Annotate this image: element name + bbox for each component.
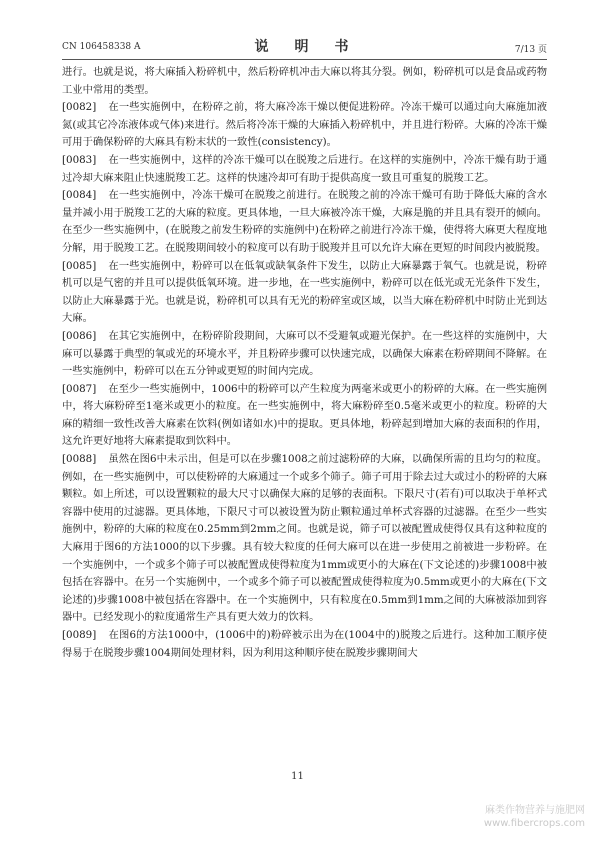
paragraph-number: [0083]: [62, 153, 97, 166]
paragraph-text: 在其它实施例中，在粉碎阶段期间，大麻可以不受避氧或避光保护。在一些这样的实施例中，大麻可以暴露于典型的氧或光的环境水平，并且粉碎步骤可以快速完成，以确保大麻素在粉碎期间不降解。在一些实施例中，粉碎可以在五分钟或更短的时间内完成。: [62, 329, 547, 378]
paragraph-0082: [62, 99, 547, 152]
paragraph-text: 虽然在图6中未示出，但是可以在步骤1008之前过滤粉碎的大麻，以确保所需的且均匀的粒度。例如，在一些实施例中，可以使粉碎的大麻通过一个或多个筛子。筛子可用于除去过大或过小的粉碎的大麻颗粒。如上所述，可以设置颗粒的最大尺寸以确保大麻的足够的表面积。下限尺寸(若有)可以取决于单杯式容器中使用的过滤器。更具体地，下限尺寸可以被设置为防止颗粒通过单杯式容器的过滤器。在至少一些实施例中，粉碎的大麻的粒度在0.25mm到2mm之间。也就是说，筛子可以被配置成使得仅具有这种粒度的大麻用于图6的方法1000的以下步骤。具有较大粒度的任何大麻可以在进一步使用之前被进一步粉碎。在一个实施例中，一个或多个筛子可以被配置成使得粒度为1mm或更小的大麻在(下文论述的)步骤1008中被包括在容器中。在另一个实施例中，一个或多个筛子可以被配置成使得粒度为0.5mm或更小的大麻在(下文论述的)步骤1008中被包括在容器中。在一个实施例中，只有粒度在0.5mm到1mm之间的大麻被添加到容器中。已经发现小的粒度通常生产具有更大效力的饮料。: [62, 453, 547, 624]
document-body: [62, 64, 547, 662]
site-watermark: [484, 804, 585, 830]
publication-number: CN 106458338 A: [62, 42, 141, 52]
page-number: 11: [291, 771, 304, 782]
paragraph-0087: [62, 381, 547, 451]
paragraph-text: 在一些实施例中，粉碎可以在低氧或缺氧条件下发生，以防止大麻暴露于氧气。也就是说，粉碎机可以是气密的并且可以提供低氧环境。进一步地，在一些实施例中，粉碎可以在低光或无光条件下发生，以防止大麻暴露于光。也就是说，粉碎机可以具有无光的粉碎室或区域，以当大麻在粉碎机中时防止光到达大麻。: [62, 259, 547, 325]
paragraph-number: [0084]: [62, 189, 97, 202]
page-header: [62, 36, 547, 56]
continued-paragraph: 进行。也就是说，将大麻插入粉碎机中，然后粉碎机冲击大麻以将其分裂。例如，粉碎机可以是食品或药物工业中常用的类型。: [62, 66, 547, 96]
watermark-title: 麻类作物营养与施肥网: [485, 805, 585, 816]
paragraph-number: [0087]: [62, 382, 97, 395]
document-title: 说 明 书: [254, 39, 355, 55]
paragraph-0083: [62, 152, 547, 187]
paragraph-number: [0082]: [62, 101, 97, 114]
paragraph-0085: [62, 258, 547, 328]
paragraph-number: [0085]: [62, 259, 97, 272]
paragraph-0086: [62, 328, 547, 381]
paragraph-0088: [62, 451, 547, 627]
paragraph-0084: [62, 187, 547, 257]
paragraph-number: [0089]: [62, 629, 97, 641]
page-indicator: 7/13 页: [514, 45, 547, 55]
paragraph-number: [0088]: [62, 453, 97, 466]
paragraph-text: 在一些实施例中，这样的冷冻干燥可以在脱羧之后进行。在这样的实施例中，冷冻干燥有助于通过冷却大麻来阻止快速脱羧工艺。这样的快速冷却可有助于提供高度一致且可重复的脱羧工艺。: [62, 153, 547, 184]
header-divider: [62, 59, 547, 60]
paragraph-text: 在图6的方法1000中，(1006中的)粉碎被示出为在(1004中的)脱羧之后进行。这种加工顺序使得易于在脱羧步骤1004期间处理材料，因为利用这种顺序使在脱羧步骤期间大: [62, 629, 547, 659]
watermark-url: www.fibercrops.com: [483, 818, 585, 829]
paragraph-number: [0086]: [62, 329, 97, 342]
paragraph-text: 在一些实施例中，冷冻干燥可在脱羧之前进行。在脱羧之前的冷冻干燥可有助于降低大麻的含水量并减小用于脱羧工艺的大麻的粒度。更具体地，一旦大麻被冷冻干燥，大麻是脆的并且具有裂开的倾向。在至少一些实施例中，(在脱羧之前发生粉碎的实施例中)在粉碎之前进行冷冻干燥，使得将大麻更大程度地分解，用于脱羧工艺。在脱羧期间较小的粒度可以有助于脱羧并且可以允许大麻在更短的时间段内被脱羧。: [62, 189, 547, 254]
paragraph-0089: [62, 627, 547, 662]
paragraph-text: 在一些实施例中，在粉碎之前，将大麻冷冻干燥以便促进粉碎。冷冻干燥可以通过向大麻施加液氮(或其它冷冻液体或气体)来进行。然后将冷冻干燥的大麻插入粉碎机中，并且进行粉碎。大麻的冷冻干燥可用于确保粉碎的大麻具有粉末状的一致性(consistency)。: [62, 101, 547, 149]
paragraph-text: 在至少一些实施例中，1006中的粉碎可以产生粒度为两毫米或更小的粉碎的大麻。在一些实施例中，将大麻粉碎至1毫米或更小的粒度。在一些实施例中，将大麻粉碎至0.5毫米或更小的粒度。粉碎的大麻的精细一致性改善大麻素在饮料(例如诸如水)中的提取。更具体地，粉碎起到增加大麻的表面积的作用，这允许更好地将大麻素提取到饮料中。: [62, 382, 547, 448]
